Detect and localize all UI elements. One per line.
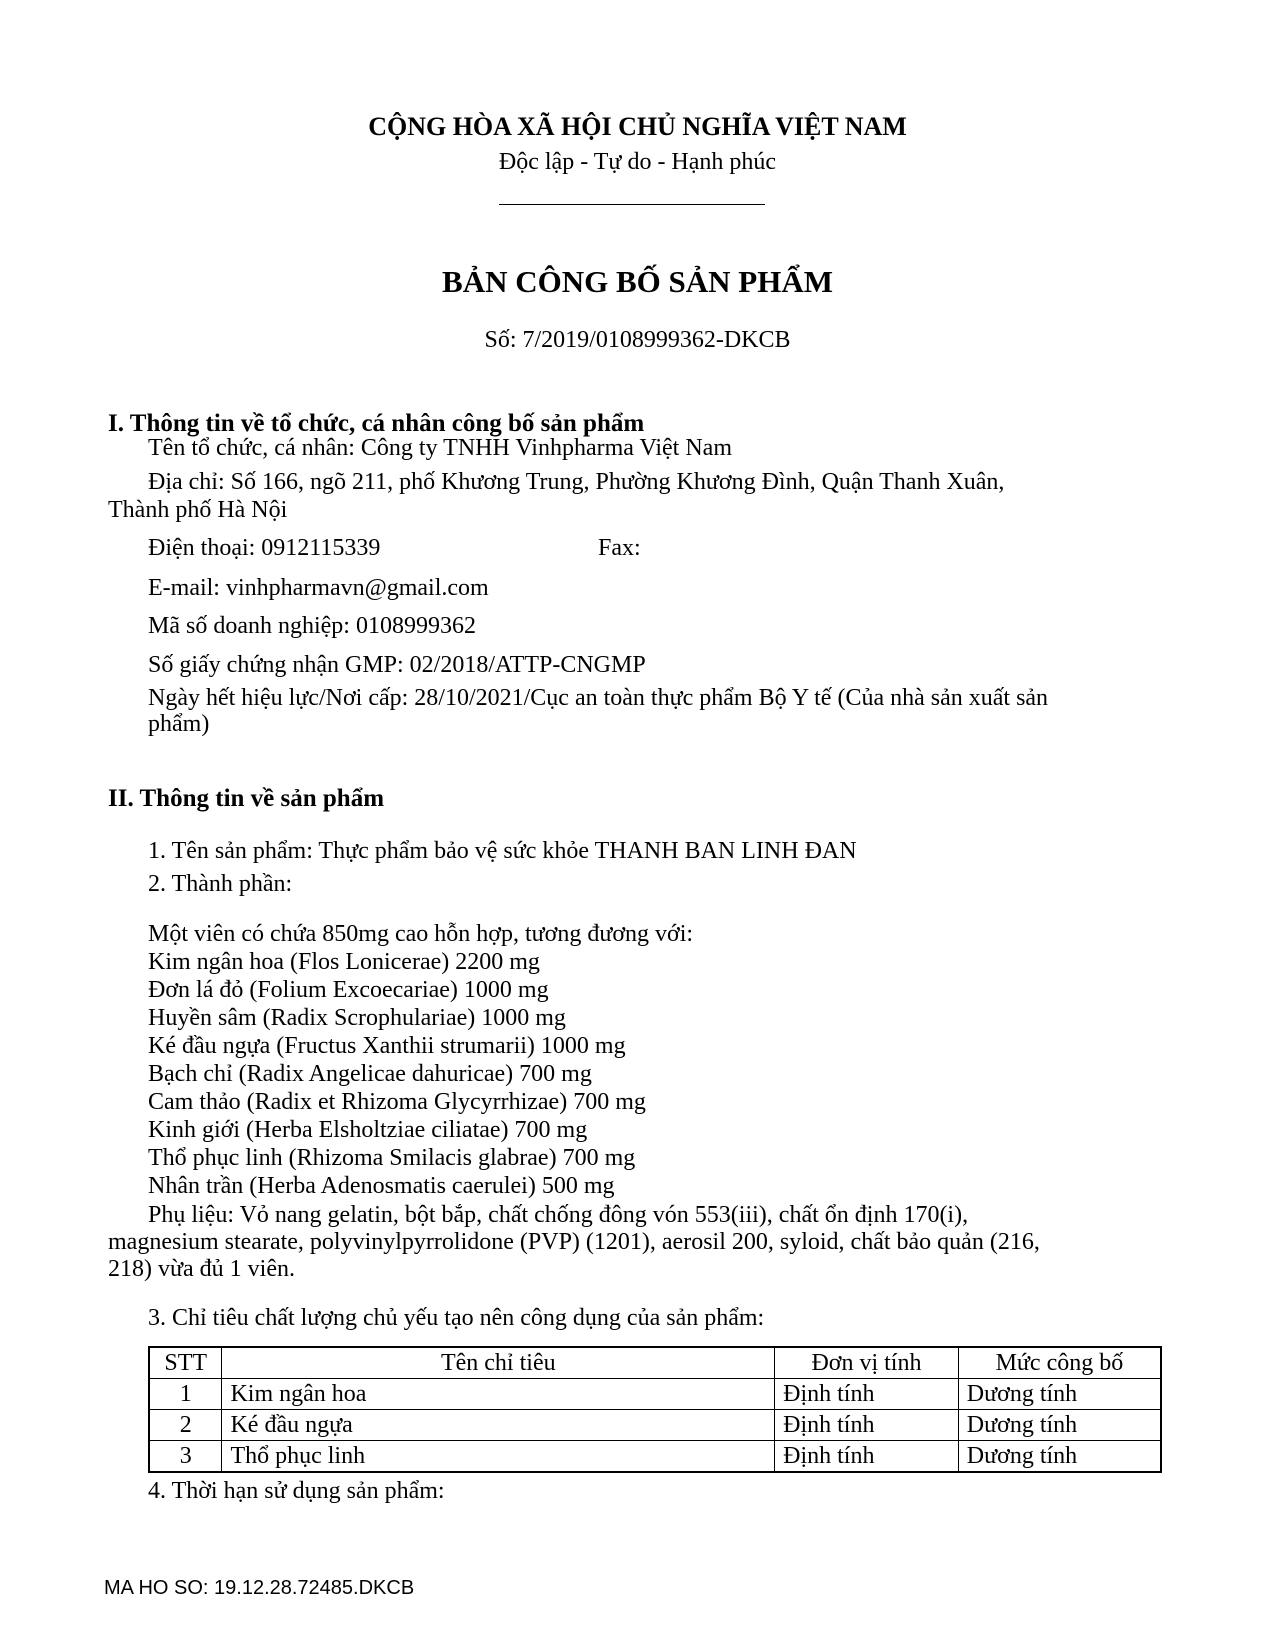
table-cell: 3 — [149, 1441, 222, 1473]
ingredient-item: Cam thảo (Radix et Rhizoma Glycyrrhizae) 700 mg — [148, 1089, 646, 1115]
ingredient-item: Huyền sâm (Radix Scrophulariae) 1000 mg — [148, 1005, 566, 1031]
national-motto: Độc lập - Tự do - Hạnh phúc — [498, 149, 777, 175]
column-header: Mức công bố — [958, 1347, 1161, 1379]
ingredient-item: Kim ngân hoa (Flos Lonicerae) 2200 mg — [148, 949, 540, 975]
table-row — [149, 1379, 1161, 1410]
table-cell: Dương tính — [958, 1379, 1161, 1410]
table-header-row — [149, 1347, 1161, 1379]
table-cell: Định tính — [775, 1441, 959, 1473]
quality-table — [148, 1346, 1162, 1473]
fax: Fax: — [598, 535, 641, 561]
shelf-life-label: 4. Thời hạn sử dụng sản phẩm: — [148, 1478, 445, 1504]
table-cell: Định tính — [775, 1410, 959, 1441]
ingredient-item: Nhân trần (Herba Adenosmatis caerulei) 500 mg — [148, 1173, 615, 1199]
column-header: Đơn vị tính — [775, 1347, 959, 1379]
table-cell: Dương tính — [958, 1441, 1161, 1473]
table-row — [149, 1410, 1161, 1441]
product-name: 1. Tên sản phẩm: Thực phẩm bảo vệ sức khỏe THANH BAN LINH ĐAN — [148, 838, 857, 864]
header-divider — [499, 204, 765, 205]
table-cell: 2 — [149, 1410, 222, 1441]
org-name: Tên tổ chức, cá nhân: Công ty TNHH Vinhpharma Việt Nam — [148, 435, 733, 461]
excipients-line-2: magnesium stearate, polyvinylpyrrolidone (PVP) (1201), aerosil 200, syloid, chất bảo quản (216, — [108, 1229, 1040, 1255]
section-1-heading: I. Thông tin về tổ chức, cá nhân công bố sản phẩm — [108, 410, 645, 437]
ingredient-item: Bạch chỉ (Radix Angelicae dahuricae) 700 mg — [148, 1061, 592, 1087]
ingredient-item: Kinh giới (Herba Elsholtziae ciliatae) 700 mg — [148, 1117, 588, 1143]
phone: Điện thoại: 0912115339 — [148, 535, 381, 561]
ingredient-item: Một viên có chứa 850mg cao hỗn hợp, tương đương với: — [148, 921, 694, 947]
ingredient-item: Đơn lá đỏ (Folium Excoecariae) 1000 mg — [148, 977, 549, 1003]
business-code: Mã số doanh nghiệp: 0108999362 — [148, 613, 476, 639]
excipients-line-3: 218) vừa đủ 1 viên. — [108, 1256, 295, 1282]
expiry-line-1: Ngày hết hiệu lực/Nơi cấp: 28/10/2021/Cục an toàn thực phẩm Bộ Y tế (Của nhà sản xuất sản — [148, 685, 1049, 711]
national-title: CỘNG HÒA XÃ HỘI CHỦ NGHĨA VIỆT NAM — [368, 112, 907, 141]
expiry-line-2: phẩm) — [148, 711, 210, 737]
table-row — [149, 1441, 1161, 1473]
address-line-1: Địa chỉ: Số 166, ngõ 211, phố Khương Trung, Phường Khương Đình, Quận Thanh Xuân, — [148, 469, 1005, 495]
email: E-mail: vinhpharmavn@gmail.com — [148, 575, 489, 601]
excipients-line-1: Phụ liệu: Vỏ nang gelatin, bột bắp, chất chống đông vón 553(iii), chất ổn định 170(i), — [148, 1202, 969, 1228]
column-header: Tên chỉ tiêu — [222, 1347, 775, 1379]
table-cell: Định tính — [775, 1379, 959, 1410]
table-cell: Ké đầu ngựa — [222, 1410, 775, 1441]
ingredient-list — [148, 920, 693, 1200]
table-cell: Kim ngân hoa — [222, 1379, 775, 1410]
section-2-heading: II. Thông tin về sản phẩm — [108, 785, 385, 812]
address-line-2: Thành phố Hà Nội — [108, 497, 288, 523]
ingredient-item: Thổ phục linh (Rhizoma Smilacis glabrae) 700 mg — [148, 1145, 636, 1171]
quality-label: 3. Chỉ tiêu chất lượng chủ yếu tạo nên công dụng của sản phẩm: — [148, 1305, 765, 1331]
gmp-certificate: Số giấy chứng nhận GMP: 02/2018/ATTP-CNGMP — [148, 652, 646, 678]
composition-label: 2. Thành phần: — [148, 871, 293, 897]
table-cell: 1 — [149, 1379, 222, 1410]
document-number: Số: 7/2019/0108999362-DKCB — [484, 327, 791, 353]
column-header: STT — [149, 1347, 222, 1379]
ingredient-item: Ké đầu ngựa (Fructus Xanthii strumarii) 1000 mg — [148, 1033, 626, 1059]
document-title: BẢN CÔNG BỐ SẢN PHẨM — [442, 264, 833, 299]
table-cell: Thổ phục linh — [222, 1441, 775, 1473]
table-cell: Dương tính — [958, 1410, 1161, 1441]
dossier-code: MA HO SO: 19.12.28.72485.DKCB — [104, 1577, 415, 1599]
